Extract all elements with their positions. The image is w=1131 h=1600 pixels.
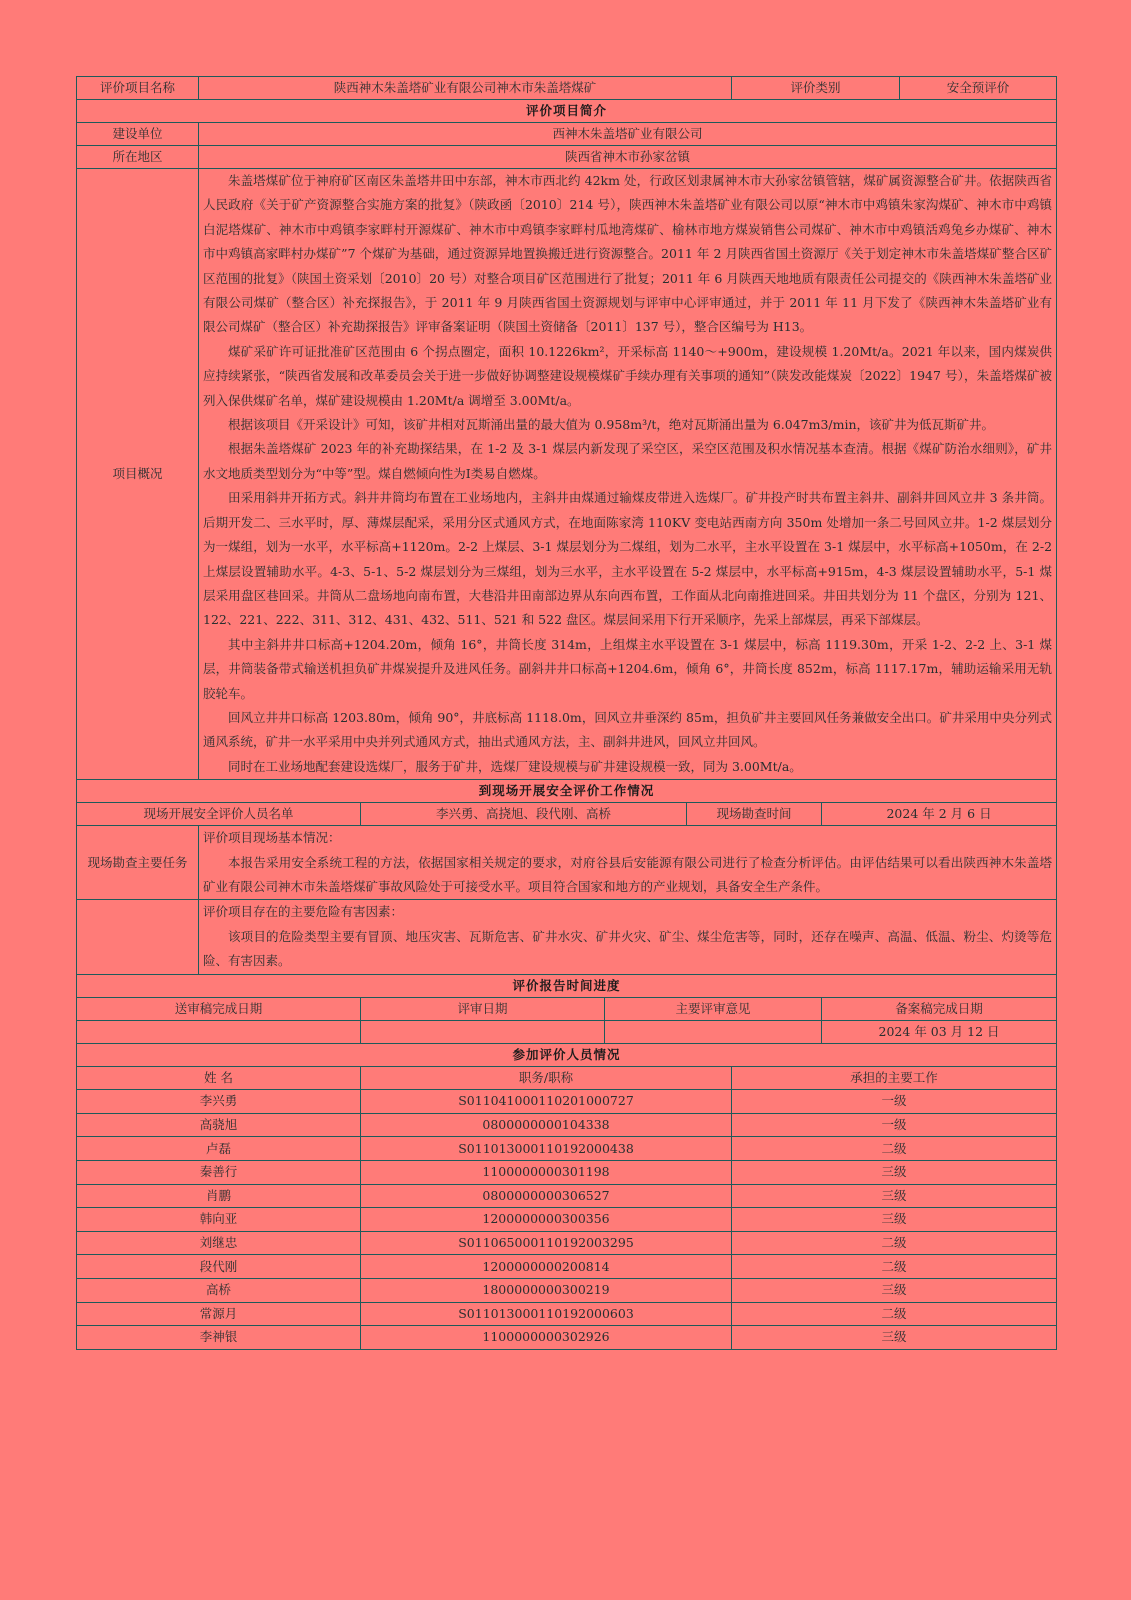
staff-name: 刘继忠 (77, 1231, 361, 1255)
staff-name: 韩向亚 (77, 1208, 361, 1232)
hazard-text: 该项目的危险类型主要有冒顶、地压灾害、瓦斯危害、矿井水灾、矿井火灾、矿尘、煤尘危害等，同时，还存在噪声、高温、低温、粉尘、灼烫等危险、有害因素。 (203, 928, 1053, 969)
form-table (76, 76, 1057, 1350)
project-name-label: 评价项目名称 (77, 77, 199, 100)
overview-paragraph: 回风立井井口标高 1203.80m，倾角 90°，井底标高 1118.0m，回风立井垂深约 85m，担负矿井主要回风任务兼做安全出口。矿井采用中央分列式通风系统，矿井一水平采用中央并列式通风方式，抽出式通风方法，主、副斜井进风，回风立井回风。 (203, 709, 1053, 750)
staff-cert: 1800000000300219 (361, 1278, 732, 1302)
staff-name: 卢磊 (77, 1137, 361, 1161)
site-section-title: 到现场开展安全评价工作情况 (77, 780, 1057, 803)
staff-cert: 0800000000306527 (361, 1184, 732, 1208)
site-staff-label: 现场开展安全评价人员名单 (77, 803, 361, 826)
hazard-heading: 评价项目存在的主要危险有害因素： (203, 904, 404, 920)
table-row (77, 1160, 1057, 1184)
staff-work: 二级 (732, 1231, 1057, 1255)
staff-cert: S011041000110201000727 (361, 1090, 732, 1114)
table-row (77, 1137, 1057, 1161)
staff-header: 姓 名 (77, 1066, 361, 1090)
schedule-value (77, 1020, 361, 1043)
staff-section-title: 参加评价人员情况 (77, 1043, 1057, 1066)
table-row (77, 1113, 1057, 1137)
staff-work: 二级 (732, 1137, 1057, 1161)
basic-heading: 评价项目现场基本情况： (203, 830, 341, 846)
builder-value: 西神木朱盖塔矿业有限公司 (199, 123, 1057, 146)
staff-work: 三级 (732, 1184, 1057, 1208)
schedule-header: 备案稿完成日期 (822, 997, 1057, 1020)
table-row (77, 1278, 1057, 1302)
overview-label: 项目概况 (77, 169, 199, 780)
staff-work: 二级 (732, 1255, 1057, 1279)
site-task-text (199, 826, 1057, 900)
schedule-header: 送审稿完成日期 (77, 997, 361, 1020)
schedule-header: 主要评审意见 (605, 997, 822, 1020)
schedule-header: 评审日期 (361, 997, 605, 1020)
staff-work: 三级 (732, 1326, 1057, 1350)
table-row (77, 1302, 1057, 1326)
staff-work: 一级 (732, 1113, 1057, 1137)
staff-name: 段代刚 (77, 1255, 361, 1279)
staff-cert: S011013000110192000603 (361, 1302, 732, 1326)
staff-cert: S011065000110192003295 (361, 1231, 732, 1255)
basic-text: 本报告采用安全系统工程的方法，依据国家相关规定的要求，对府谷县后安能源有限公司进行了检查分析评估。由评估结果可以看出陕西神木朱盖塔矿业有限公司神木市朱盖塔煤矿事故风险处于可接受水平。项目符合国家和地方的产业规划，具备安全生产条件。 (203, 854, 1053, 894)
staff-name: 常源月 (77, 1302, 361, 1326)
staff-name: 李兴勇 (77, 1090, 361, 1114)
site-date-value: 2024 年 2 月 6 日 (822, 803, 1057, 826)
project-type-label: 评价类别 (732, 77, 900, 100)
table-row (77, 1208, 1057, 1232)
staff-header: 承担的主要工作 (732, 1066, 1057, 1090)
staff-name: 高桥 (77, 1278, 361, 1302)
site-staff-value: 李兴勇、高挠旭、段代刚、高桥 (361, 803, 687, 826)
overview-paragraph: 煤矿采矿许可证批准矿区范围由 6 个拐点圈定，面积 10.1226km²，开采标高 1140～+900m，建设规模 1.20Mt/a。2021 年以来，国内煤炭供应持续紧张，“陕西省发展和改革委员会关于进一步做好协调整建设规模煤矿手续办理有关事项的通知”（陕发改能煤炭〔2022〕1947 号），朱盖塔煤矿被列入保供煤矿名单，煤矿建设规模由 1.20Mt/a 调增至 3.00Mt/a。 (203, 343, 1053, 408)
overview-text (199, 169, 1057, 780)
evaluation-form (76, 76, 1056, 1350)
staff-work: 三级 (732, 1208, 1057, 1232)
table-row (77, 1090, 1057, 1114)
site-task-label-cont (77, 900, 199, 974)
location-value: 陕西省神木市孙家岔镇 (199, 146, 1057, 169)
overview-paragraph: 同时在工业场地配套建设选煤厂，服务于矿井，选煤厂建设规模与矿井建设规模一致，同为 3.00Mt/a。 (228, 758, 802, 774)
staff-cert: 1200000000200814 (361, 1255, 732, 1279)
schedule-section-title: 评价报告时间进度 (77, 974, 1057, 997)
staff-work: 三级 (732, 1160, 1057, 1184)
staff-work: 一级 (732, 1090, 1057, 1114)
table-row (77, 1255, 1057, 1279)
project-name-value: 陕西神木朱盖塔矿业有限公司神木市朱盖塔煤矿 (199, 77, 732, 100)
overview-paragraph: 田采用斜井开拓方式。斜井井筒均布置在工业场地内，主斜井由煤通过输煤皮带进入选煤厂。矿井投产时共布置主斜井、副斜井回风立井 3 条井筒。后期开发二、三水平时，厚、薄煤层配采，采用分区式通风方式，在地面陈家湾 110KV 变电站西南方向 350m 处增加一条二号回风立井。1-2 煤层划分为一煤组，划为一水平，水平标高+1120m。2-2 上煤层、3-1 煤层划分为二煤组，划为二水平，主水平设置在 3-1 煤层中，水平标高+1050m，在 2-2 上煤层设置辅助水平。4-3、5-1、5-2 煤层划分为三煤组，划为三水平，主水平设置在 5-2 煤层中，水平标高+915m，4-3 煤层设置辅助水平，5-1 煤层采用盘区巷回采。井筒从二盘场地向南布置，大巷沿井田南部边界从东向西布置，工作面从北向南推进回采。井田共划分为 11 个盘区，分别为 121、122、221、222、311、312、431、432、511、521 和 522 盘区。煤层间采用下行开采顺序，先采上部煤层，再采下部煤层。 (203, 490, 1053, 628)
staff-work: 二级 (732, 1302, 1057, 1326)
site-task-label: 现场勘查主要任务 (77, 826, 199, 900)
location-label: 所在地区 (77, 146, 199, 169)
staff-list (77, 1090, 1057, 1350)
schedule-value (605, 1020, 822, 1043)
staff-cert: 1200000000300356 (361, 1208, 732, 1232)
site-date-label: 现场勘查时间 (687, 803, 822, 826)
staff-work: 三级 (732, 1278, 1057, 1302)
project-type-value: 安全预评价 (900, 77, 1057, 100)
staff-cert: 1100000000302926 (361, 1326, 732, 1350)
schedule-value: 2024 年 03 月 12 日 (822, 1020, 1057, 1043)
site-hazard-text (199, 900, 1057, 974)
table-row (77, 1231, 1057, 1255)
overview-paragraph: 根据该项目《开采设计》可知，该矿井相对瓦斯涌出量的最大值为 0.958m³/t，绝对瓦斯涌出量为 6.047m3/min，该矿井为低瓦斯矿井。 (228, 417, 995, 433)
staff-cert: 0800000000104338 (361, 1113, 732, 1137)
overview-paragraph: 朱盖塔煤矿位于神府矿区南区朱盖塔井田中东部，神木市西北约 42km 处，行政区划隶属神木市大孙家岔镇管辖，煤矿属资源整合矿井。依据陕西省人民政府《关于矿产资源整合实施方案的批复》（陕政函〔2010〕214 号），陕西神木朱盖塔矿业有限公司以原“神木市中鸡镇朱家沟煤矿、神木市中鸡镇白泥塔煤矿、神木市中鸡镇李家畔村开源煤矿、神木市中鸡镇李家畔村瓜地湾煤矿、榆林市地方煤炭销售公司煤矿、神木市中鸡镇活鸡兔乡办煤矿、神木市中鸡镇高家畔村办煤矿”7 个煤矿为基础，通过资源异地置换搬迁进行资源整合。2011 年 2 月陕西省国土资源厅《关于划定神木市朱盖塔煤矿整合区矿区范围的批复》（陕国土资采划〔2010〕20 号）对整合项目矿区范围进行了批复；2011 年 6 月陕西天地地质有限责任公司提交的《陕西神木朱盖塔矿业有限公司煤矿（整合区）补充探报告》，于 2011 年 9 月陕西省国土资源规划与评审中心评审通过，并于 2011 年 11 月下发了《陕西神木朱盖塔矿业有限公司煤矿（整合区）补充勘探报告》评审备案证明（陕国土资储备〔2011〕137 号），整合区编号为 H13。 (203, 173, 1053, 335)
table-row (77, 1184, 1057, 1208)
staff-name: 肖鹏 (77, 1184, 361, 1208)
staff-name: 高骁旭 (77, 1113, 361, 1137)
table-row (77, 1326, 1057, 1350)
builder-label: 建设单位 (77, 123, 199, 146)
staff-name: 秦善行 (77, 1160, 361, 1184)
staff-name: 李神银 (77, 1326, 361, 1350)
staff-header: 职务/职称 (361, 1066, 732, 1090)
intro-section-title: 评价项目简介 (77, 100, 1057, 123)
staff-cert: 1100000000301198 (361, 1160, 732, 1184)
overview-paragraph: 其中主斜井井口标高+1204.20m，倾角 16°，井筒长度 314m，上组煤主水平设置在 3-1 煤层中，标高 1119.30m，开采 1-2、2-2 上、3-1 煤层，井筒装备带式输送机担负矿井煤炭提升及进风任务。副斜井井口标高+1204.6m，倾角 6°，井筒长度 852m，标高 1117.17m，辅助运输采用无轨胶轮车。 (203, 636, 1053, 701)
staff-cert: S011013000110192000438 (361, 1137, 732, 1161)
overview-paragraph: 根据朱盖塔煤矿 2023 年的补充勘探结果，在 1-2 及 3-1 煤层内新发现了采空区，采空区范围及积水情况基本查清。根据《煤矿防治水细则》，矿井水文地质类型划分为“中等”型。煤自燃倾向性为Ⅰ类易自燃煤。 (203, 441, 1053, 481)
schedule-value (361, 1020, 605, 1043)
